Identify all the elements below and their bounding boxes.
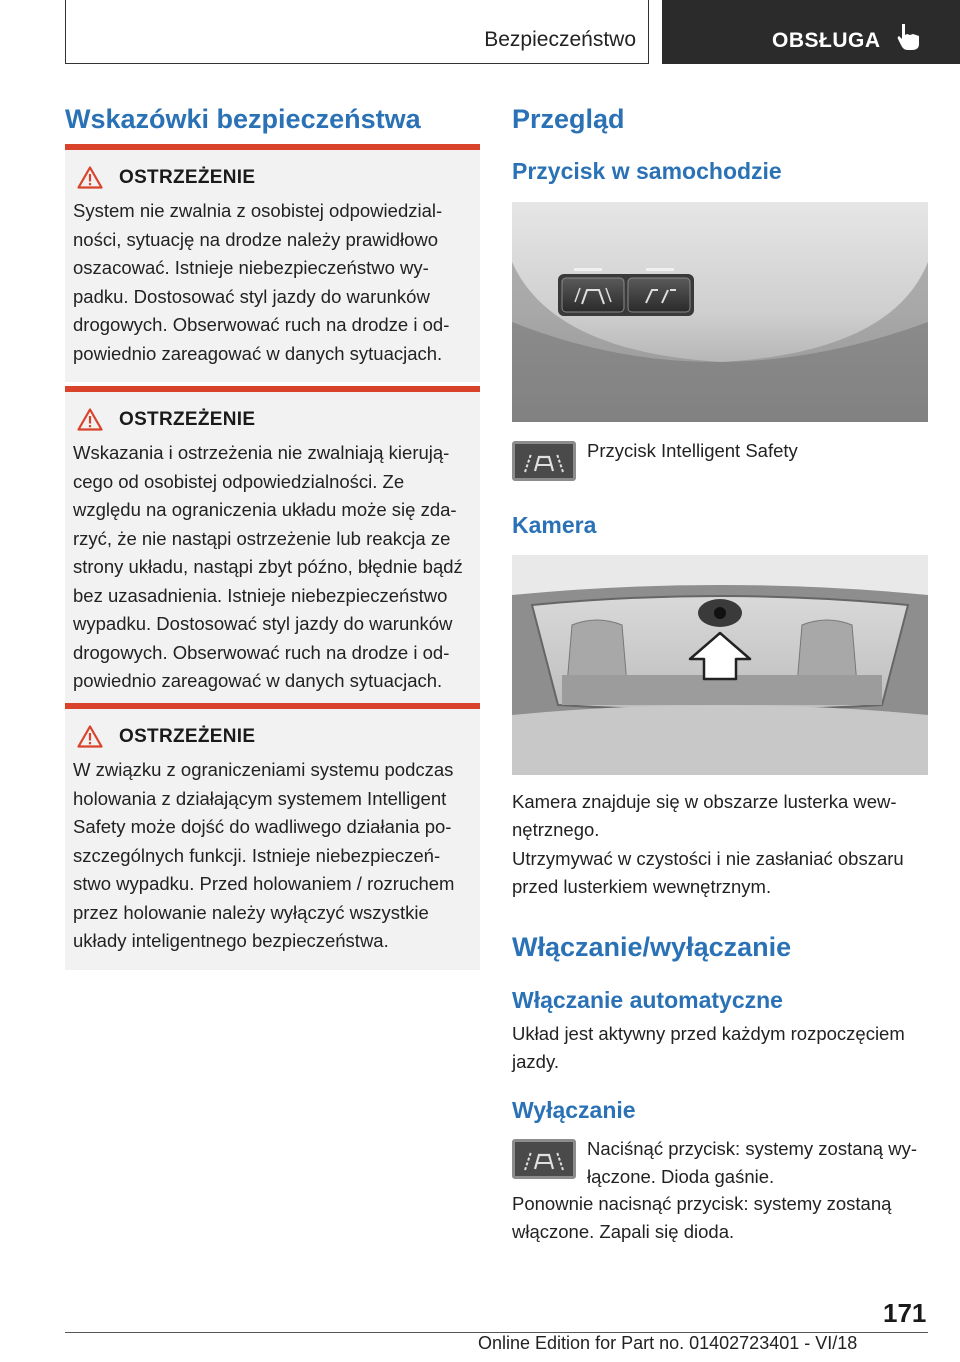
overview-title: Przegląd <box>512 104 625 134</box>
button-in-car-heading: Przycisk w samochodzie <box>512 158 782 184</box>
page-number: 171 <box>883 1298 927 1328</box>
header-section-title: Bezpieczeństwo <box>484 28 636 51</box>
warning-text: Wskazania i ostrzeżenia nie zwalniają kierują- cego od osobistej odpowiedzialności. Ze względu na ograniczenia układu może się zda- rzyć, że nie nastąpi ostrzeżenie lub reakcja ze strony układu, nastąpi zbyt późno, błędnie bądź bez uzasadnienia. Istnieje niebezpieczeństwo wypadku. Dostosować styl jazdy do warunków drogowych. Obserwować ruch na drodze i od- powiednio zareagować w danych sytuacjach. <box>73 442 463 691</box>
warning-box-3 <box>65 703 480 970</box>
header-section-box <box>65 0 649 64</box>
warning-triangle-icon <box>77 408 103 431</box>
turn-off-text: Naciśnąć przycisk: systemy zostaną wy- łączone. Dioda gaśnie. <box>587 1138 918 1187</box>
intelligent-safety-button-icon <box>512 441 576 481</box>
camera-location-text: Kamera znajduje się w obszarze lusterka wew- nętrznego. <box>512 791 897 840</box>
warning-label: OSTRZEŻENIE <box>119 408 256 430</box>
turn-off-heading: Wyłączanie <box>512 1097 636 1123</box>
turn-on-again-text: Ponownie nacisnąć przycisk: systemy zostaną włączone. Zapali się dioda. <box>512 1193 892 1242</box>
camera-photo <box>512 555 928 775</box>
onoff-title: Włączanie/wyłączanie <box>512 932 792 962</box>
pointing-hand-icon <box>894 22 924 52</box>
warning-box-2 <box>65 386 480 710</box>
safety-notes-title: Wskazówki bezpieczeństwa <box>65 104 421 134</box>
button-panel-photo <box>512 202 928 422</box>
warning-box-1 <box>65 144 480 382</box>
warning-text: W związku z ograniczeniami systemu podczas holowania z działającym systemem Intelligent Safety może dojść do wadliwego działania po- szczególnych funkcji. Istnieje niebezpieczeń- stwo wypadku. Przed holowaniem / rozruchem przez holowanie należy wyłączyć wszystkie układy inteligentnego bezpieczeństwa. <box>73 759 455 951</box>
auto-on-text: Układ jest aktywny przed każdym rozpoczęciem jazdy. <box>512 1023 905 1072</box>
camera-heading: Kamera <box>512 512 597 538</box>
intelligent-safety-button-icon <box>512 1139 576 1179</box>
warning-label: OSTRZEŻENIE <box>119 166 256 188</box>
header-chapter-title: OBSŁUGA <box>772 29 881 52</box>
warning-text: System nie zwalnia z osobistej odpowiedzial- ności, sytuację na drodze należy prawidłowo oszacować. Istnieje niebezpieczeństwo wy- padku. Dostosować styl jazdy do warunków drogowych. Obserwować ruch na drodze i od- powiednio zareagować w danych sytuacjach. <box>73 200 450 364</box>
camera-clean-text: Utrzymywać w czystości i nie zasłaniać obszaru przed lusterkiem wewnętrznym. <box>512 848 904 897</box>
warning-triangle-icon <box>77 725 103 748</box>
auto-on-heading: Włączanie automatyczne <box>512 987 783 1013</box>
button-caption: Przycisk Intelligent Safety <box>587 440 798 461</box>
warning-label: OSTRZEŻENIE <box>119 725 256 747</box>
header-chapter-tab <box>662 0 960 64</box>
warning-triangle-icon <box>77 166 103 189</box>
footer-edition: Online Edition for Part no. 01402723401 - VI/18 <box>478 1333 858 1353</box>
